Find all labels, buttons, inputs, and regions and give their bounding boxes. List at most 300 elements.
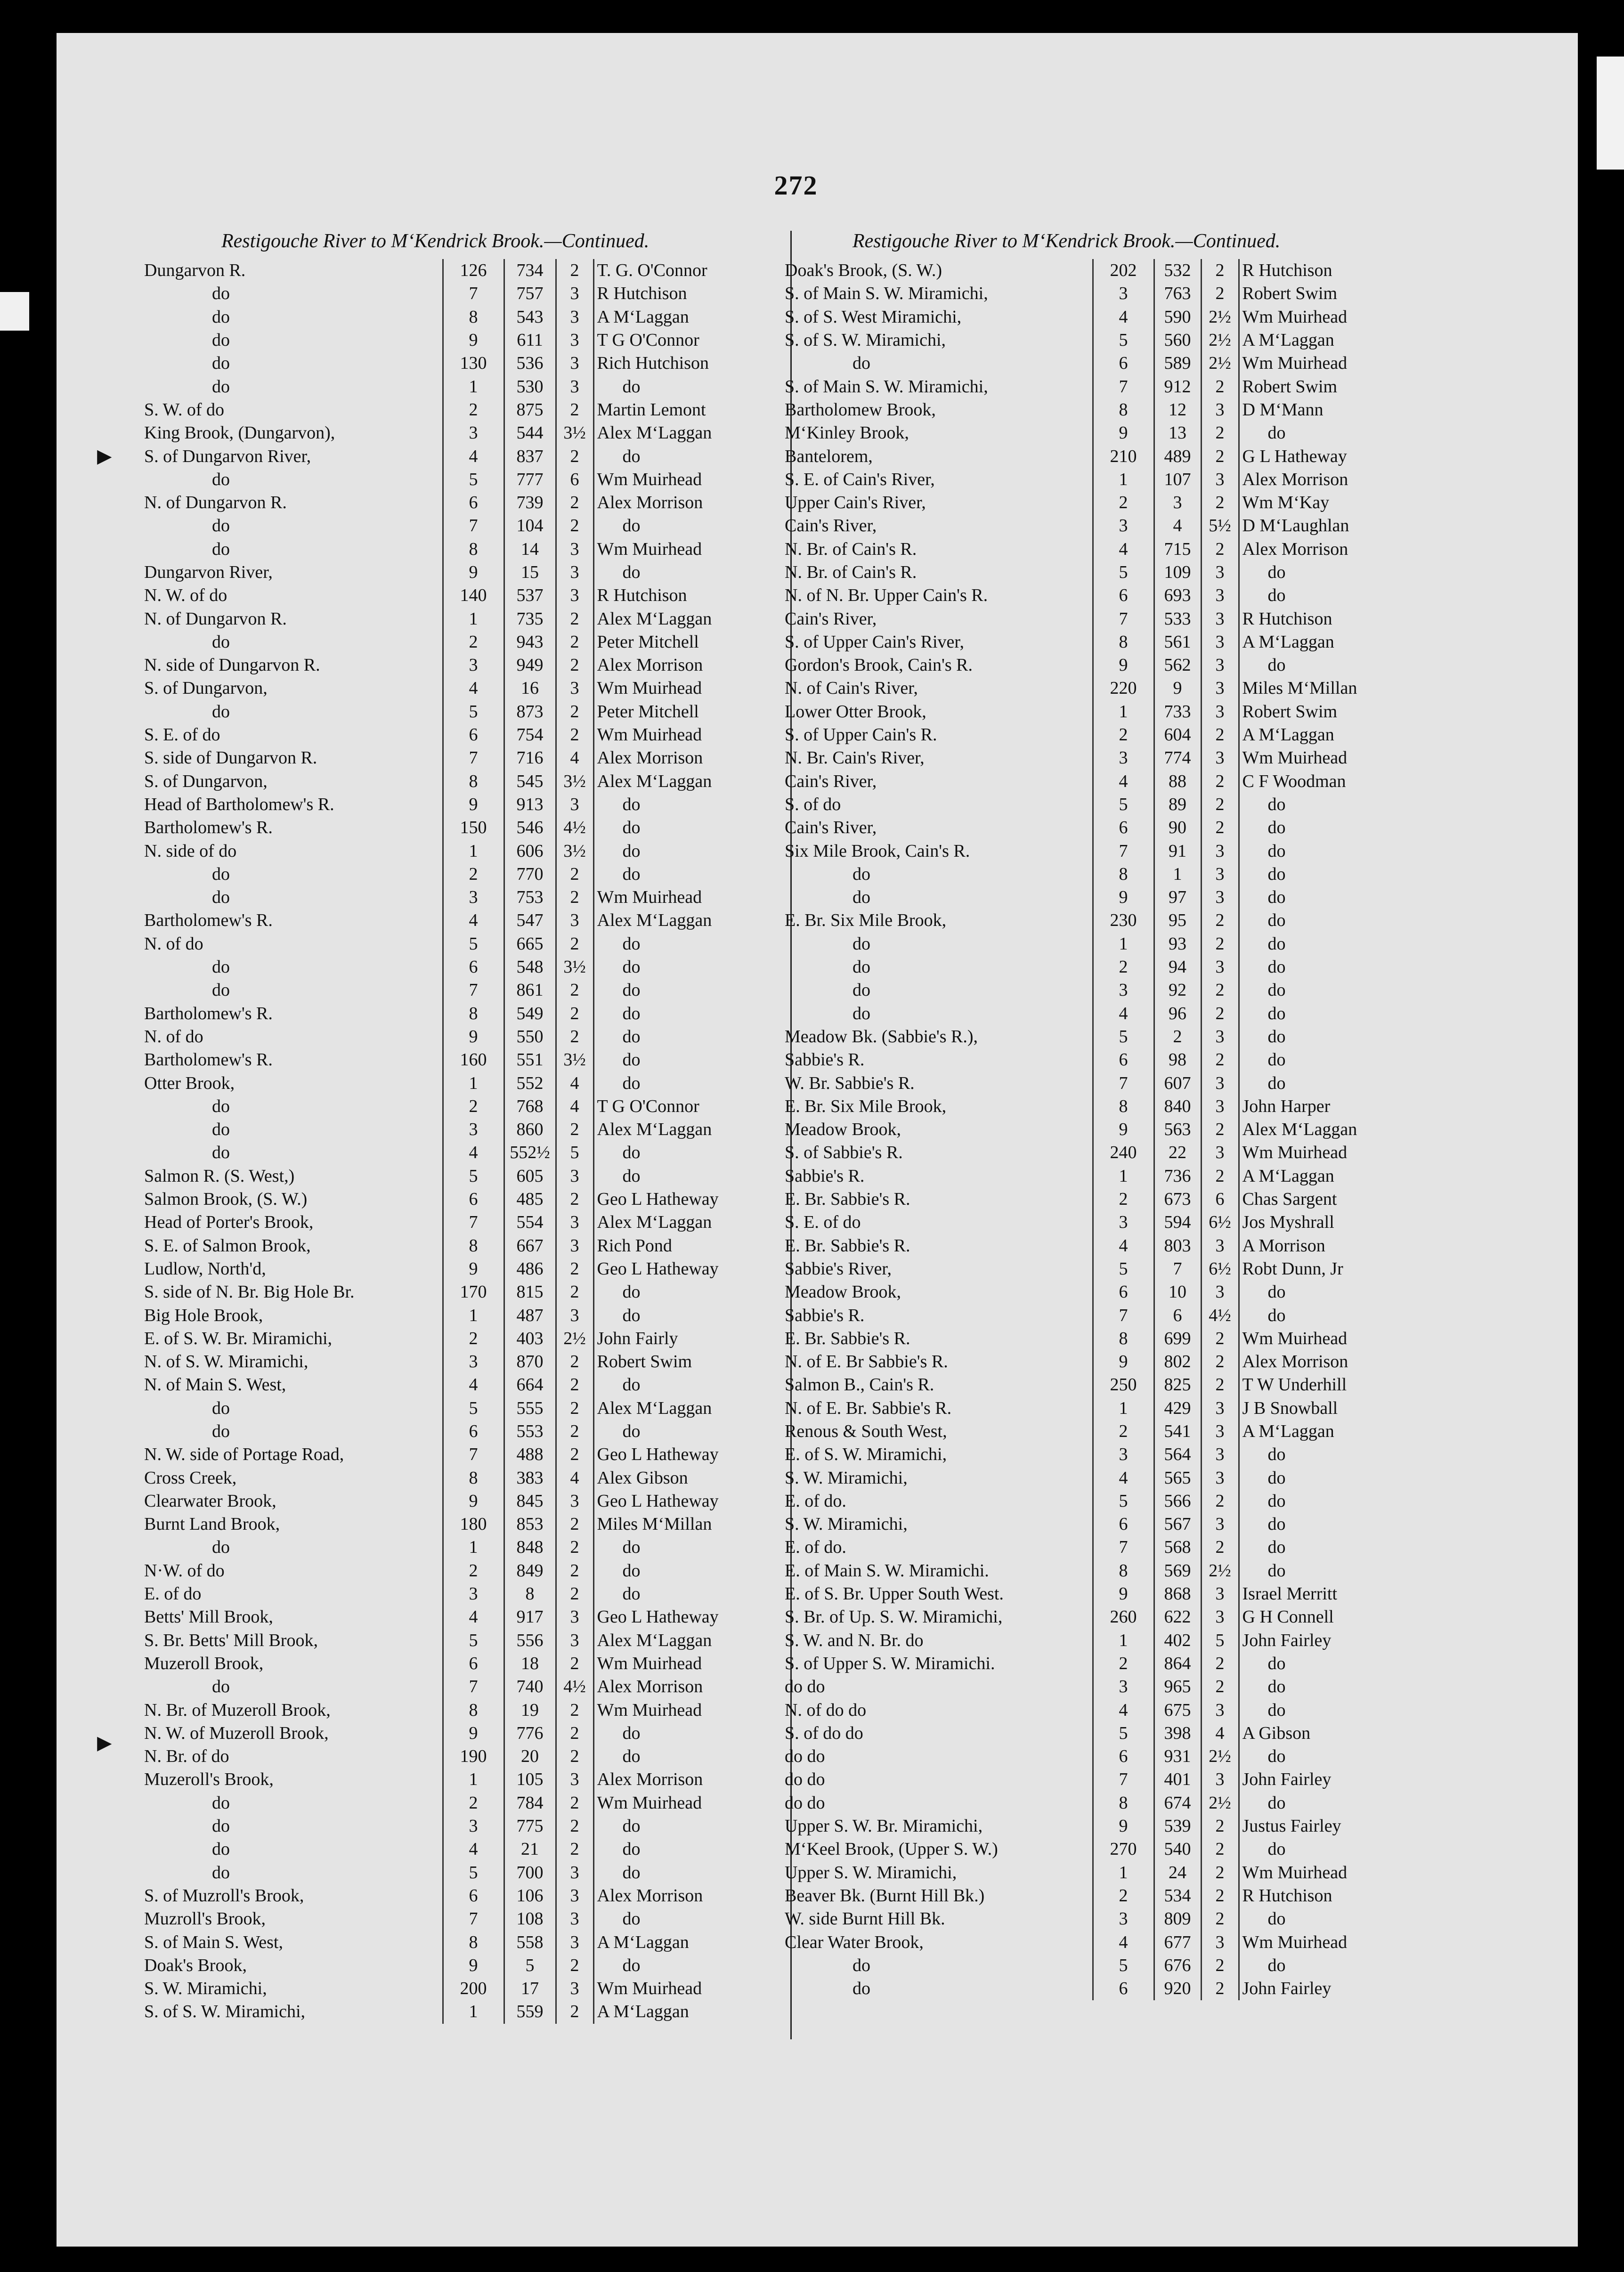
table-row (141, 1513, 782, 1536)
acreage-cell: 3 (1201, 584, 1239, 607)
grant-number-cell: 104 (504, 514, 556, 537)
grant-number-cell: 18 (504, 1652, 556, 1675)
table-row (782, 886, 1413, 909)
table-row (141, 1118, 782, 1141)
table-row (141, 654, 782, 677)
acreage-cell: 6 (556, 468, 593, 491)
acreage-cell: 3 (1201, 561, 1239, 584)
grantee-cell: do (1267, 818, 1286, 838)
acreage-cell: 2 (1201, 1838, 1239, 1861)
lot-number-cell: 9 (1093, 1118, 1154, 1141)
table-row (782, 909, 1413, 932)
grantee-cell: A Morrison (1242, 1235, 1325, 1256)
table-row (782, 1698, 1413, 1721)
table-row (141, 491, 782, 514)
table-row (141, 1722, 782, 1745)
lot-number-cell: 3 (1093, 979, 1154, 1002)
grantee-cell: Alex Morrison (597, 493, 703, 513)
grant-number-cell: 739 (504, 491, 556, 514)
acreage-cell: 2 (556, 1536, 593, 1559)
acreage-cell: 3½ (556, 956, 593, 979)
acreage-cell: 2½ (556, 1327, 593, 1350)
location-cell: E. Br. Sabbie's R. (782, 1234, 1093, 1257)
acreage-cell: 3½ (556, 1048, 593, 1071)
table-row (141, 538, 782, 561)
lot-number-cell: 170 (443, 1281, 504, 1304)
lot-number-cell: 1 (1093, 468, 1154, 491)
location-cell: do do (782, 1792, 1093, 1815)
table-row (782, 1350, 1413, 1373)
acreage-cell: 2 (1201, 770, 1239, 793)
grant-number-cell: 864 (1154, 1652, 1201, 1675)
table-row (782, 1118, 1413, 1141)
table-row (141, 1420, 782, 1443)
lot-number-cell: 1 (443, 839, 504, 862)
lot-number-cell: 7 (1093, 1768, 1154, 1791)
grant-number-cell: 486 (504, 1258, 556, 1281)
lot-number-cell: 3 (1093, 1675, 1154, 1698)
grant-number-cell: 825 (1154, 1373, 1201, 1396)
location-cell: S. E. of Salmon Brook, (141, 1234, 443, 1257)
table-row (782, 445, 1413, 468)
grant-number-cell: 88 (1154, 770, 1201, 793)
table-row (782, 1025, 1413, 1048)
acreage-cell: 3 (1201, 1281, 1239, 1304)
table-row (782, 398, 1413, 422)
acreage-cell: 3 (556, 584, 593, 607)
acreage-cell: 2 (1201, 909, 1239, 932)
location-cell: Meadow Bk. (Sabbie's R.), (782, 1025, 1093, 1048)
table-row (782, 1141, 1413, 1164)
grantee-cell: R Hutchison (597, 585, 687, 606)
grant-number-cell: 94 (1154, 956, 1201, 979)
table-row (141, 352, 782, 375)
table-row (782, 1095, 1413, 1118)
acreage-cell: 3 (556, 1907, 593, 1931)
location-cell: Muzroll's Brook, (141, 1907, 443, 1931)
grant-number-cell: 753 (504, 886, 556, 909)
grant-number-cell: 949 (504, 654, 556, 677)
location-cell: do (141, 1118, 443, 1141)
lot-number-cell: 2 (1093, 491, 1154, 514)
location-cell: do (782, 1977, 1093, 2000)
grant-number-cell: 622 (1154, 1606, 1201, 1629)
grantee-cell: T W Underhill (1242, 1375, 1347, 1395)
location-cell: S. of Upper Cain's River, (782, 631, 1093, 654)
location-cell: E. of S. W. Br. Miramichi, (141, 1327, 443, 1350)
acreage-cell: 4 (556, 1095, 593, 1118)
grantee-cell: do (622, 1375, 641, 1395)
table-row (782, 1536, 1413, 1559)
acreage-cell: 3 (556, 538, 593, 561)
location-cell: S. W. of do (141, 398, 443, 422)
grant-number-cell: 533 (1154, 607, 1201, 630)
lot-number-cell: 1 (443, 1304, 504, 1327)
grantee-cell: do (622, 864, 641, 884)
grantee-cell: Wm Muirhead (597, 1653, 702, 1673)
lot-number-cell: 8 (443, 770, 504, 793)
grant-number-cell: 17 (504, 1977, 556, 2000)
grantee-cell: do (622, 1282, 641, 1302)
lot-number-cell: 9 (443, 1025, 504, 1048)
grant-number-cell: 544 (504, 422, 556, 445)
location-cell: S. W. and N. Br. do (782, 1629, 1093, 1652)
grantee-cell: Wm Muirhead (1242, 1862, 1348, 1883)
grantee-cell: do (1267, 1026, 1286, 1047)
grant-number-cell: 489 (1154, 445, 1201, 468)
lot-number-cell: 7 (443, 282, 504, 305)
acreage-cell: 5 (556, 1141, 593, 1164)
location-cell: Muzeroll's Brook, (141, 1768, 443, 1791)
lot-number-cell: 2 (443, 631, 504, 654)
lot-number-cell: 2 (443, 1327, 504, 1350)
table-row (782, 422, 1413, 445)
acreage-cell: 3 (1201, 1071, 1239, 1095)
acreage-cell: 6 (1201, 1188, 1239, 1211)
right-ledger-table (782, 259, 1413, 2000)
lot-number-cell: 1 (1093, 1629, 1154, 1652)
table-row (141, 445, 782, 468)
lot-number-cell: 2 (1093, 1420, 1154, 1443)
grant-number-cell: 943 (504, 631, 556, 654)
grantee-cell: Alex M‘Laggan (597, 1212, 712, 1233)
location-cell: E. of do. (782, 1490, 1093, 1513)
lot-number-cell: 270 (1093, 1838, 1154, 1861)
grant-number-cell: 16 (504, 677, 556, 700)
acreage-cell: 3 (1201, 700, 1239, 723)
lot-number-cell: 5 (1093, 1258, 1154, 1281)
grantee-cell: John Fairly (597, 1328, 678, 1348)
table-row (141, 422, 782, 445)
table-row (141, 770, 782, 793)
lot-number-cell: 9 (443, 1258, 504, 1281)
acreage-cell: 2 (1201, 1675, 1239, 1698)
acreage-cell: 2 (556, 1188, 593, 1211)
acreage-cell: 2 (1201, 1907, 1239, 1931)
location-cell: do (141, 1792, 443, 1815)
table-row (141, 1211, 782, 1234)
grantee-cell: Martin Lemont (597, 399, 706, 420)
grantee-cell: do (1267, 1700, 1286, 1720)
location-cell: do (141, 514, 443, 537)
table-row (782, 631, 1413, 654)
grantee-cell: do (622, 1305, 641, 1325)
lot-number-cell: 1 (443, 1071, 504, 1095)
table-row (141, 956, 782, 979)
table-row (141, 1304, 782, 1327)
grant-number-cell: 105 (504, 1768, 556, 1791)
acreage-cell: 3 (556, 329, 593, 352)
grantee-cell: Robert Swim (1242, 284, 1338, 304)
lot-number-cell: 8 (1093, 863, 1154, 886)
acreage-cell: 3 (1201, 631, 1239, 654)
grantee-cell: A M‘Laggan (1242, 1166, 1334, 1186)
grant-number-cell: 674 (1154, 1792, 1201, 1815)
acreage-cell: 3 (1201, 1025, 1239, 1048)
location-cell: N. of E. Br. Sabbie's R. (782, 1397, 1093, 1420)
grantee-cell: do (622, 376, 641, 397)
table-row (782, 1071, 1413, 1095)
acreage-cell: 2 (1201, 1884, 1239, 1907)
grant-number-cell: 840 (1154, 1095, 1201, 1118)
table-row (782, 1884, 1413, 1907)
lot-number-cell: 5 (443, 933, 504, 956)
table-row (782, 1048, 1413, 1071)
grantee-cell: Geo L Hatheway (597, 1189, 719, 1209)
grantee-cell: do (1267, 1468, 1286, 1488)
table-row (782, 933, 1413, 956)
grant-number-cell: 12 (1154, 398, 1201, 422)
grantee-cell: do (1267, 1653, 1286, 1673)
lot-number-cell: 4 (443, 909, 504, 932)
location-cell: Cross Creek, (141, 1466, 443, 1489)
grantee-cell: T G O'Connor (597, 330, 699, 350)
location-cell: do (782, 863, 1093, 886)
location-cell: do (141, 1536, 443, 1559)
grant-number-cell: 545 (504, 770, 556, 793)
grantee-cell: Alex Gibson (597, 1468, 688, 1488)
grant-number-cell: 24 (1154, 1861, 1201, 1884)
grant-number-cell: 567 (1154, 1513, 1201, 1536)
grant-number-cell: 558 (504, 1931, 556, 1954)
grantee-cell: Wm Muirhead (1242, 307, 1348, 327)
acreage-cell: 3 (1201, 468, 1239, 491)
grantee-cell: Wm Muirhead (1242, 1932, 1348, 1952)
grantee-cell: do (1267, 1050, 1286, 1070)
table-row (782, 1768, 1413, 1791)
grantee-cell: do (1267, 423, 1286, 443)
lot-number-cell: 6 (443, 1884, 504, 1907)
location-cell: S. of Sabbie's R. (782, 1141, 1093, 1164)
location-cell: do do (782, 1675, 1093, 1698)
lot-number-cell: 4 (443, 1606, 504, 1629)
location-cell: N. Br. of Muzeroll Brook, (141, 1698, 443, 1721)
location-cell: Upper S. W. Br. Miramichi, (782, 1815, 1093, 1838)
grantee-cell: do (622, 1143, 641, 1163)
grant-number-cell: 7 (1154, 1258, 1201, 1281)
lot-number-cell: 140 (443, 584, 504, 607)
location-cell: Betts' Mill Brook, (141, 1606, 443, 1629)
acreage-cell: 2 (556, 863, 593, 886)
grant-number-cell: 566 (1154, 1490, 1201, 1513)
grant-number-cell: 673 (1154, 1188, 1201, 1211)
grant-number-cell: 569 (1154, 1559, 1201, 1582)
acreage-cell: 2½ (1201, 1792, 1239, 1815)
table-row (141, 2000, 782, 2023)
lot-number-cell: 6 (443, 1420, 504, 1443)
location-cell: do do (782, 1768, 1093, 1791)
location-cell: Clear Water Brook, (782, 1931, 1093, 1954)
grantee-cell: do (1267, 1514, 1286, 1534)
lot-number-cell: 5 (443, 468, 504, 491)
table-row (782, 1373, 1413, 1396)
table-row (782, 747, 1413, 770)
grantee-cell: do (622, 794, 641, 814)
location-cell: Bartholomew Brook, (782, 398, 1093, 422)
grantee-cell: do (1267, 1955, 1286, 1975)
acreage-cell: 3 (1201, 1698, 1239, 1721)
location-cell: Head of Bartholomew's R. (141, 793, 443, 816)
table-row (782, 1002, 1413, 1025)
lot-number-cell: 9 (443, 1722, 504, 1745)
acreage-cell: 3½ (556, 770, 593, 793)
grantee-cell: Peter Mitchell (597, 701, 699, 722)
acreage-cell: 2 (556, 1559, 593, 1582)
grant-number-cell: 530 (504, 375, 556, 398)
lot-number-cell: 5 (1093, 1025, 1154, 1048)
lot-number-cell: 6 (443, 723, 504, 747)
grant-number-cell: 97 (1154, 886, 1201, 909)
table-row (141, 561, 782, 584)
table-row (782, 561, 1413, 584)
lot-number-cell: 7 (443, 1211, 504, 1234)
grant-number-cell: 552½ (504, 1141, 556, 1164)
grant-number-cell: 848 (504, 1536, 556, 1559)
grant-number-cell: 931 (1154, 1745, 1201, 1768)
location-cell: E. Br. Sabbie's R. (782, 1188, 1093, 1211)
lot-number-cell: 4 (443, 1838, 504, 1861)
grantee-cell: Geo L Hatheway (597, 1491, 719, 1511)
grantee-cell: A M‘Laggan (1242, 725, 1334, 745)
acreage-cell: 3 (556, 1165, 593, 1188)
location-cell: Muzeroll Brook, (141, 1652, 443, 1675)
acreage-cell: 3 (1201, 1582, 1239, 1606)
location-cell: do (782, 933, 1093, 956)
grant-number-cell: 693 (1154, 584, 1201, 607)
grantee-cell: do (1267, 1909, 1286, 1929)
acreage-cell: 3 (556, 1234, 593, 1257)
grant-number-cell: 611 (504, 329, 556, 352)
grant-number-cell: 715 (1154, 538, 1201, 561)
location-cell: N. of S. W. Miramichi, (141, 1350, 443, 1373)
lot-number-cell: 5 (1093, 1954, 1154, 1977)
location-cell: S. of do do (782, 1722, 1093, 1745)
grant-number-cell: 770 (504, 863, 556, 886)
location-cell: N. of N. Br. Upper Cain's R. (782, 584, 1093, 607)
table-row (141, 816, 782, 839)
lot-number-cell: 2 (443, 863, 504, 886)
lot-number-cell: 6 (443, 1652, 504, 1675)
table-row (141, 1931, 782, 1954)
acreage-cell: 2 (1201, 1118, 1239, 1141)
location-cell: E. Br. Six Mile Brook, (782, 1095, 1093, 1118)
lot-number-cell: 6 (443, 491, 504, 514)
grantee-cell: Alex M‘Laggan (597, 1630, 712, 1650)
grant-number-cell: 740 (504, 1675, 556, 1698)
acreage-cell: 3 (556, 1606, 593, 1629)
table-row (782, 1652, 1413, 1675)
acreage-cell: 6½ (1201, 1258, 1239, 1281)
grant-number-cell: 700 (504, 1861, 556, 1884)
grantee-cell: Geo L Hatheway (597, 1258, 719, 1279)
grant-number-cell: 487 (504, 1304, 556, 1327)
location-cell: do (782, 956, 1093, 979)
grantee-cell: do (622, 818, 641, 838)
acreage-cell: 2 (1201, 723, 1239, 747)
grantee-cell: T. G. O'Connor (597, 260, 707, 281)
location-cell: E. Br. Six Mile Brook, (782, 909, 1093, 932)
grant-number-cell: 560 (1154, 329, 1201, 352)
table-row (782, 816, 1413, 839)
table-row (141, 1838, 782, 1861)
table-row (141, 1629, 782, 1652)
lot-number-cell: 4 (1093, 1698, 1154, 1721)
grantee-cell: do (1267, 1444, 1286, 1465)
table-row (782, 1792, 1413, 1815)
acreage-cell: 2 (1201, 979, 1239, 1002)
grantee-cell: R Hutchison (1242, 260, 1332, 281)
table-row (141, 886, 782, 909)
grantee-cell: do (1267, 910, 1286, 931)
acreage-cell: 2 (556, 700, 593, 723)
location-cell: do (782, 352, 1093, 375)
lot-number-cell: 7 (443, 747, 504, 770)
location-cell: do (782, 886, 1093, 909)
location-cell: Renous & South West, (782, 1420, 1093, 1443)
grant-number-cell: 537 (504, 584, 556, 607)
grantee-cell: do (622, 516, 641, 536)
table-row (141, 1559, 782, 1582)
grantee-cell: do (622, 1050, 641, 1070)
table-row (782, 1165, 1413, 1188)
acreage-cell: 2 (556, 1652, 593, 1675)
location-cell: S. of Muzroll's Brook, (141, 1884, 443, 1907)
table-row (782, 1304, 1413, 1327)
grant-number-cell: 868 (1154, 1582, 1201, 1606)
grant-number-cell: 809 (1154, 1907, 1201, 1931)
grant-number-cell: 920 (1154, 1977, 1201, 2000)
grant-number-cell: 90 (1154, 816, 1201, 839)
table-row (141, 1466, 782, 1489)
location-cell: S. of Upper Cain's R. (782, 723, 1093, 747)
lot-number-cell: 3 (1093, 1211, 1154, 1234)
location-cell: Gordon's Brook, Cain's R. (782, 654, 1093, 677)
location-cell: S. W. Miramichi, (141, 1977, 443, 2000)
location-cell: do (782, 1954, 1093, 1977)
lot-number-cell: 4 (443, 677, 504, 700)
acreage-cell: 5 (1201, 1629, 1239, 1652)
grantee-cell: Robt Dunn, Jr (1242, 1258, 1343, 1279)
lot-number-cell: 4 (1093, 1466, 1154, 1489)
table-row (141, 1490, 782, 1513)
grantee-cell: Peter Mitchell (597, 632, 699, 652)
table-row (782, 1861, 1413, 1884)
lot-number-cell: 3 (443, 886, 504, 909)
grant-number-cell: 605 (504, 1165, 556, 1188)
location-cell: S. of Dungarvon, (141, 677, 443, 700)
table-row (782, 1838, 1413, 1861)
table-row (782, 1513, 1413, 1536)
location-cell: Six Mile Brook, Cain's R. (782, 839, 1093, 862)
location-cell: S. side of N. Br. Big Hole Br. (141, 1281, 443, 1304)
grant-number-cell: 401 (1154, 1768, 1201, 1791)
acreage-cell: 2 (556, 1420, 593, 1443)
grantee-cell: Wm Muirhead (597, 887, 702, 908)
grant-number-cell: 849 (504, 1559, 556, 1582)
lot-number-cell: 240 (1093, 1141, 1154, 1164)
grant-number-cell: 845 (504, 1490, 556, 1513)
acreage-cell: 3 (1201, 1234, 1239, 1257)
location-cell: Bartholomew's R. (141, 816, 443, 839)
grantee-cell: Alex M‘Laggan (1242, 1120, 1357, 1140)
location-cell: do (141, 329, 443, 352)
location-cell: Salmon Brook, (S. W.) (141, 1188, 443, 1211)
lot-number-cell: 1 (1093, 1165, 1154, 1188)
location-cell: Bartholomew's R. (141, 909, 443, 932)
location-cell: N. of do do (782, 1698, 1093, 1721)
acreage-cell: 2 (556, 607, 593, 630)
table-row (782, 677, 1413, 700)
